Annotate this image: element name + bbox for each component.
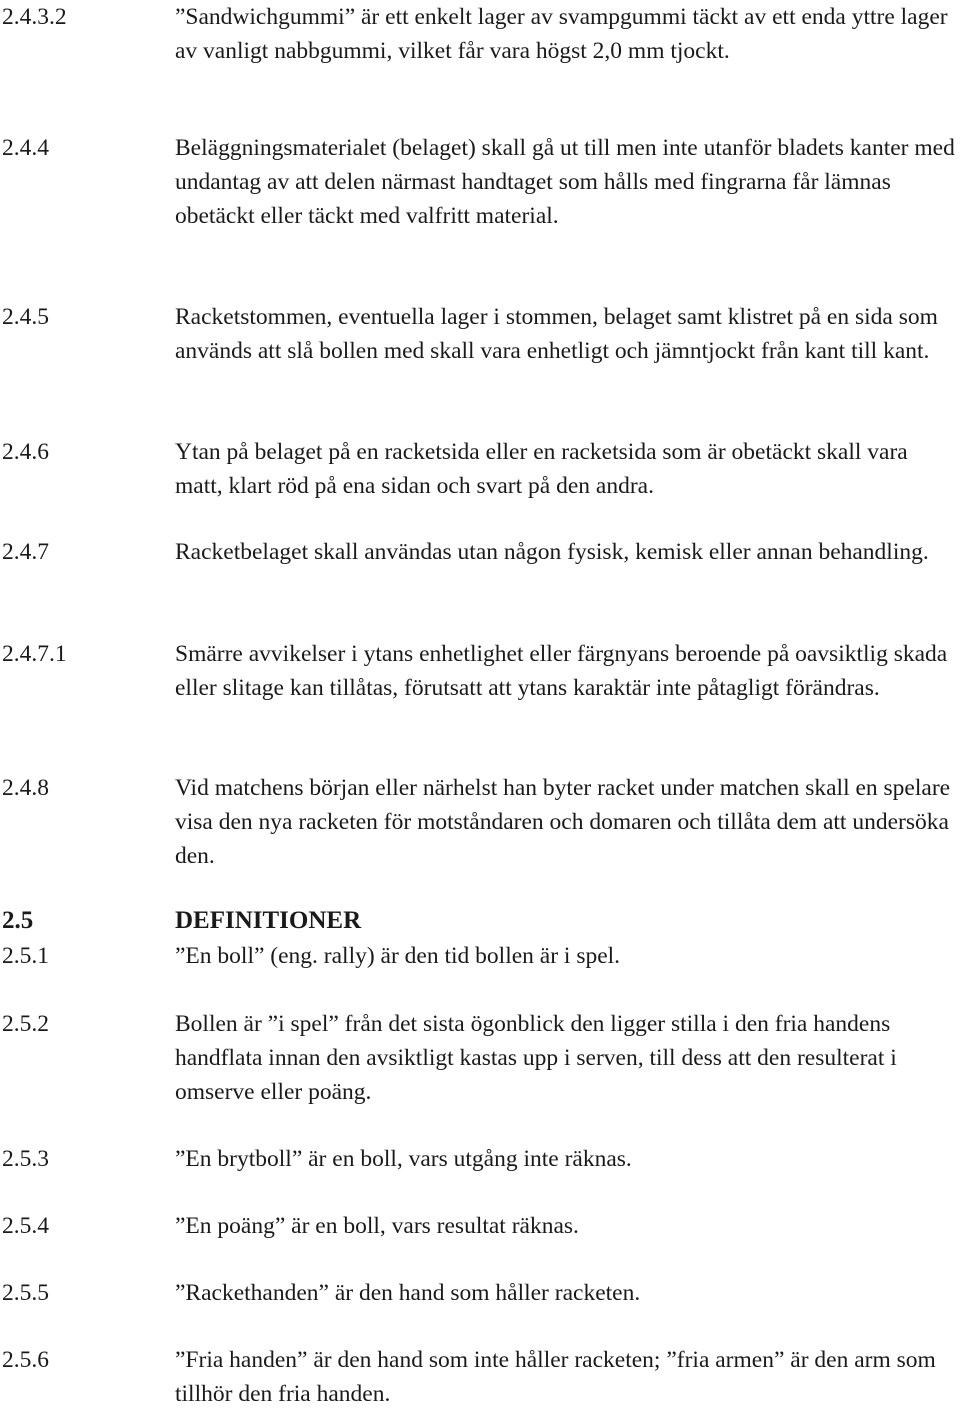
definition-number: 2.5.1 [2,943,49,969]
section-number: 2.5 [2,907,34,934]
clause-number: 2.4.7 [2,539,49,565]
definition-text: ”Fria handen” är den hand som inte håller racketen; ”fria armen” är den arm som tillhör den fria handen. [175,1347,936,1407]
clause-number: 2.4.7.1 [2,641,67,667]
clause-number: 2.4.4 [2,135,49,161]
clause-2-4-7 [0,535,960,569]
definition-number: 2.5.4 [2,1213,49,1239]
definition-text: ”En boll” (eng. rally) är den tid bollen är i spel. [175,943,621,969]
clause-text: Smärre avvikelser i ytans enhetlighet eller färgnyans beroende på oavsiktlig skada eller slitage kan tillåtas, förutsatt att ytans karaktär inte påtagligt förändras. [175,641,948,701]
section-heading [0,904,960,938]
clause-text: ”Sandwichgummi” är ett enkelt lager av svampgummi täckt av ett enda yttre lager av vanligt nabbgummi, vilket får vara högst 2,0 mm tjockt. [175,4,948,64]
definition-2-5-6 [0,1343,960,1411]
definition-number: 2.5.2 [2,1011,49,1037]
clause-text: Ytan på belaget på en racketsida eller en racketsida som är obetäckt skall vara matt, klart röd på ena sidan och svart på den andra. [175,439,908,499]
clause-number: 2.4.3.2 [2,4,67,30]
definition-2-5-4 [0,1209,960,1243]
definition-2-5-1 [0,939,960,973]
clause-text: Racketbelaget skall användas utan någon fysisk, kemisk eller annan behandling. [175,539,929,565]
clause-2-4-6 [0,435,960,503]
clause-text: Racketstommen, eventuella lager i stommen, belaget samt klistret på en sida som används att slå bollen med skall vara enhetligt och jämntjockt från kant till kant. [175,304,938,364]
clause-2-4-8 [0,771,960,873]
clause-text: Vid matchens början eller närhelst han byter racket under matchen skall en spelare visa den nya racketen för motståndaren och domaren och tillåta dem att undersöka den. [175,775,951,869]
definition-2-5-2 [0,1007,960,1109]
clause-number: 2.4.5 [2,304,49,330]
definition-text: ”En poäng” är en boll, vars resultat räknas. [175,1213,579,1239]
definition-text: ”Rackethanden” är den hand som håller racketen. [175,1280,641,1306]
section-title: DEFINITIONER [175,907,362,934]
clause-number: 2.4.8 [2,775,49,801]
clause-text: Beläggningsmaterialet (belaget) skall gå ut till men inte utanför bladets kanter med undantag av att delen närmast handtaget som hålls med fingrarna får lämnas obetäckt eller täckt med valfritt material. [175,135,955,229]
clause-2-4-7-1 [0,637,960,705]
definition-2-5-3 [0,1142,960,1176]
definition-2-5-5 [0,1276,960,1310]
definition-number: 2.5.6 [2,1347,49,1373]
clause-2-4-5 [0,300,960,368]
clause-2-4-4 [0,131,960,233]
clause-2-4-3-2 [0,0,960,68]
definition-text: ”En brytboll” är en boll, vars utgång inte räknas. [175,1146,632,1172]
clause-number: 2.4.6 [2,439,49,465]
definition-number: 2.5.3 [2,1146,49,1172]
definition-text: Bollen är ”i spel” från det sista ögonblick den ligger stilla i den fria handens handflata innan den avsiktligt kastas upp i serven, till dess att den resulterat i omserve eller poäng. [175,1011,897,1105]
definition-number: 2.5.5 [2,1280,49,1306]
